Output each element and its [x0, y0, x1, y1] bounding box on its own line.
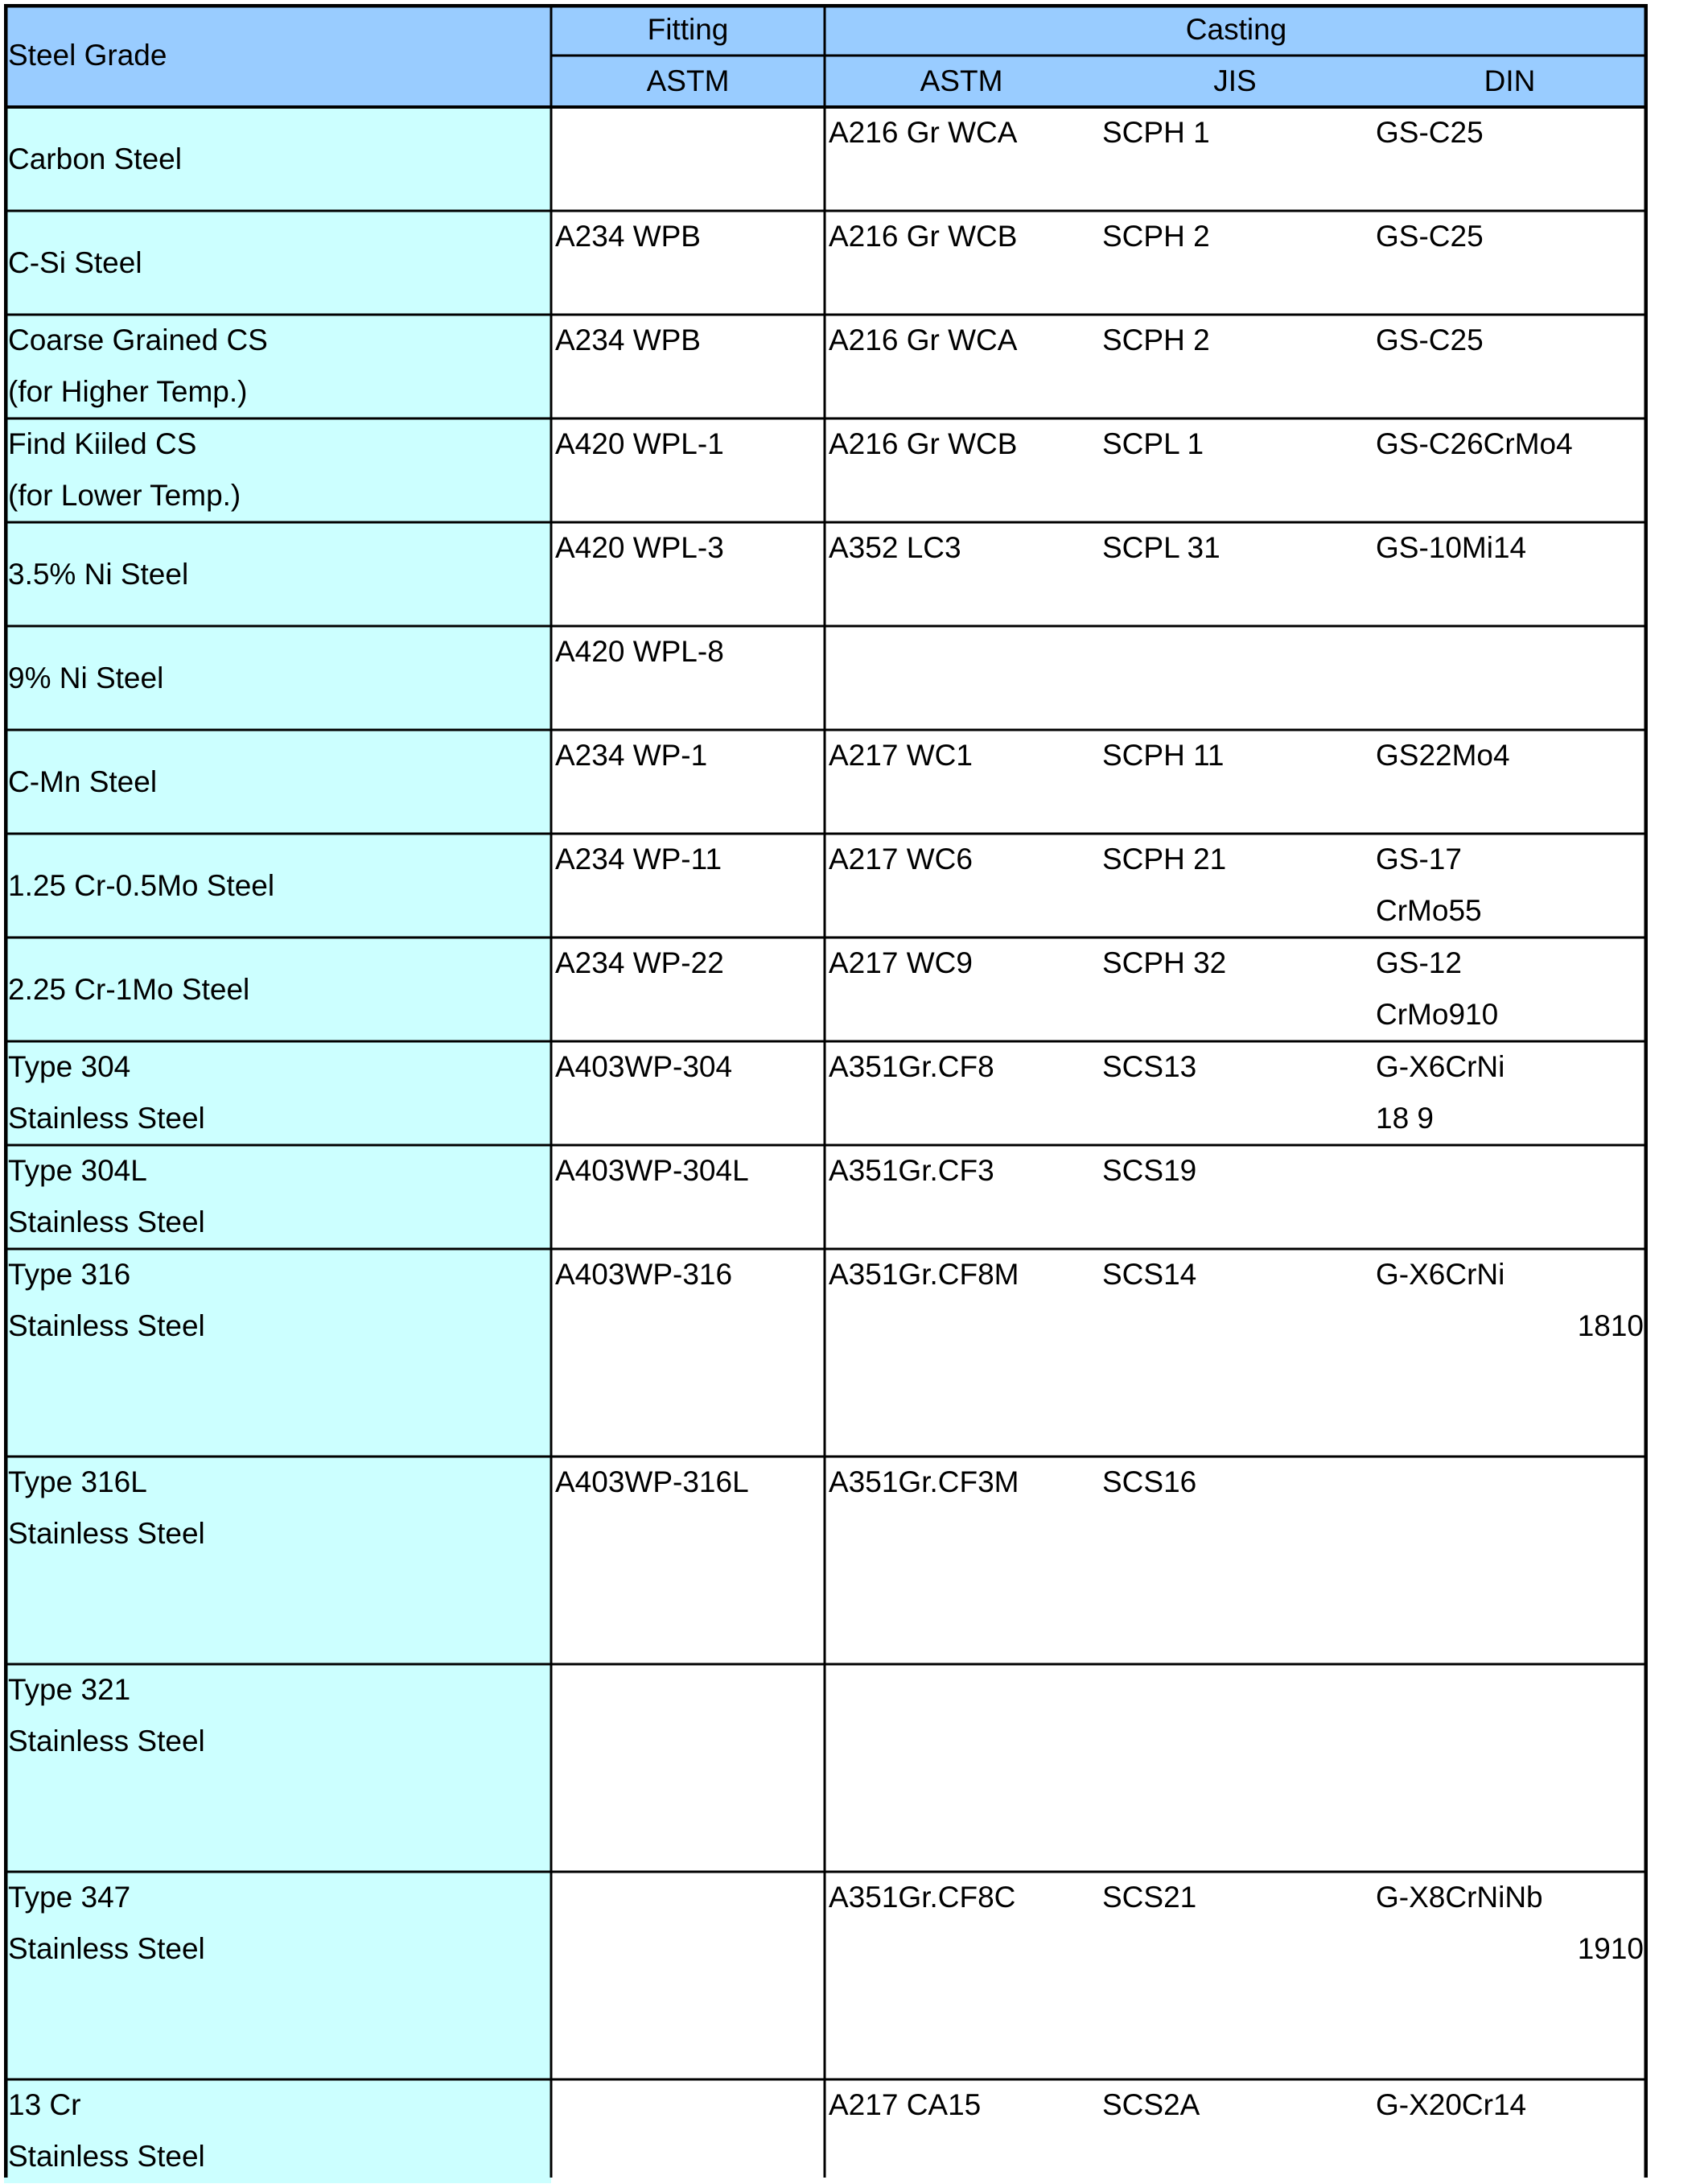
cell-din	[1372, 1145, 1648, 1249]
astm-text: A351Gr.CF3M	[829, 1465, 1019, 1498]
cell-astm	[825, 834, 1098, 937]
cell-din	[1372, 1664, 1648, 1872]
cell-fitting	[551, 730, 825, 834]
fitting-text: A234 WP-1	[555, 739, 708, 772]
cell-astm	[825, 522, 1098, 626]
cell-astm	[825, 1249, 1098, 1457]
fitting-text: A234 WPB	[555, 220, 701, 253]
din-text: CrMo910	[1376, 998, 1499, 1031]
grade-text: Type 347	[8, 1881, 131, 1914]
grade-text: 1.25 Cr-0.5Mo Steel	[8, 868, 275, 902]
grade-text: Stainless Steel	[8, 1102, 205, 1135]
cell-fitting	[551, 1664, 825, 1872]
cell-astm	[825, 2079, 1098, 2183]
grade-text: Stainless Steel	[8, 2140, 205, 2173]
cell-astm	[825, 626, 1098, 730]
cell-fitting	[551, 834, 825, 937]
cell-astm	[825, 730, 1098, 834]
cell-astm	[825, 1664, 1098, 1872]
cell-jis	[1098, 522, 1372, 626]
cell-astm	[825, 107, 1098, 211]
fitting-text: A403WP-304	[555, 1050, 733, 1083]
cell-astm	[825, 1041, 1098, 1145]
grade-text: (for Lower Temp.)	[8, 479, 241, 512]
cell-grade	[4, 1249, 551, 1457]
astm-text: A216 Gr WCB	[829, 427, 1018, 460]
cell-jis	[1098, 730, 1372, 834]
cell-jis	[1098, 834, 1372, 937]
cell-din	[1372, 315, 1648, 418]
cell-grade	[4, 1872, 551, 2079]
cell-astm	[825, 1457, 1098, 1664]
cell-fitting	[551, 937, 825, 1041]
grade-text: Type 321	[8, 1673, 131, 1706]
jis-text: SCPH 2	[1102, 220, 1210, 253]
cell-jis	[1098, 211, 1372, 315]
cell-din	[1372, 626, 1648, 730]
grade-text: Find Kiiled CS	[8, 427, 197, 460]
cell-fitting	[551, 211, 825, 315]
grade-text: Stainless Steel	[8, 1205, 205, 1238]
jis-text: SCS16	[1102, 1465, 1197, 1498]
cell-astm	[825, 1145, 1098, 1249]
header-fitting: Fitting	[551, 4, 825, 56]
header-casting-din: DIN	[1372, 56, 1648, 107]
fitting-text: A420 WPL-1	[555, 427, 724, 460]
jis-text: SCPL 31	[1102, 531, 1220, 564]
cell-jis	[1098, 1457, 1372, 1664]
cell-fitting	[551, 1872, 825, 2079]
cell-din	[1372, 1457, 1648, 1664]
jis-text: SCPH 1	[1102, 116, 1210, 149]
din-text: GS22Mo4	[1376, 739, 1510, 772]
din-text: GS-C25	[1376, 323, 1484, 356]
jis-text: SCS13	[1102, 1050, 1197, 1083]
astm-text: A217 WC1	[829, 739, 973, 772]
cell-astm	[825, 937, 1098, 1041]
grade-text: Type 316L	[8, 1465, 147, 1498]
astm-text: A352 LC3	[829, 531, 961, 564]
cell-jis	[1098, 2079, 1372, 2183]
cell-astm	[825, 418, 1098, 522]
cell-din	[1372, 937, 1648, 1041]
fitting-text: A420 WPL-8	[555, 635, 724, 668]
jis-text: SCPL 1	[1102, 427, 1204, 460]
header-steel-grade	[4, 4, 551, 107]
cell-din	[1372, 1041, 1648, 1145]
header-fitting-astm: ASTM	[551, 56, 825, 107]
fitting-text: A403WP-304L	[555, 1154, 749, 1187]
cell-fitting	[551, 522, 825, 626]
steel-grade-table	[4, 4, 1648, 2178]
grade-text: 13 Cr	[8, 2088, 81, 2121]
din-text: GS-12	[1376, 946, 1462, 979]
fitting-text: A234 WP-22	[555, 946, 724, 979]
jis-text: SCPH 11	[1102, 739, 1225, 772]
cell-fitting	[551, 418, 825, 522]
cell-jis	[1098, 937, 1372, 1041]
cell-jis	[1098, 626, 1372, 730]
grade-text: (for Higher Temp.)	[8, 375, 248, 408]
din-text: 1810	[1577, 1309, 1644, 1342]
grade-text: Stainless Steel	[8, 1517, 205, 1550]
din-text: 1910	[1577, 1932, 1644, 1965]
astm-text: A351Gr.CF3	[829, 1154, 994, 1187]
grade-text: Coarse Grained CS	[8, 323, 268, 356]
fitting-text: A403WP-316L	[555, 1465, 749, 1498]
cell-grade	[4, 834, 551, 937]
cell-din	[1372, 834, 1648, 937]
cell-grade	[4, 2079, 551, 2183]
grade-text: Type 304L	[8, 1154, 147, 1187]
astm-text: A216 Gr WCA	[829, 116, 1018, 149]
din-text: GS-17	[1376, 843, 1462, 876]
grade-text: 9% Ni Steel	[8, 661, 164, 694]
jis-text: SCS2A	[1102, 2088, 1200, 2121]
din-text: G-X8CrNiNb	[1376, 1881, 1543, 1914]
cell-din	[1372, 730, 1648, 834]
cell-jis	[1098, 418, 1372, 522]
cell-grade	[4, 730, 551, 834]
cell-grade	[4, 1041, 551, 1145]
din-text: GS-C25	[1376, 116, 1484, 149]
jis-text: SCPH 2	[1102, 323, 1210, 356]
header-casting: Casting	[825, 4, 1648, 56]
cell-din	[1372, 1872, 1648, 2079]
cell-fitting	[551, 626, 825, 730]
cell-fitting	[551, 107, 825, 211]
astm-text: A217 WC6	[829, 843, 973, 876]
din-text: G-X6CrNi	[1376, 1050, 1505, 1083]
cell-fitting	[551, 1249, 825, 1457]
table-grid	[4, 4, 1648, 2178]
astm-text: A216 Gr WCB	[829, 220, 1018, 253]
jis-text: SCPH 32	[1102, 946, 1227, 979]
astm-text: A351Gr.CF8	[829, 1050, 994, 1083]
cell-din	[1372, 211, 1648, 315]
header-casting-astm: ASTM	[825, 56, 1098, 107]
din-text: GS-C26CrMo4	[1376, 427, 1573, 460]
cell-jis	[1098, 1249, 1372, 1457]
cell-din	[1372, 107, 1648, 211]
astm-text: A217 CA15	[829, 2088, 982, 2121]
cell-grade	[4, 1664, 551, 1872]
din-text: GS-C25	[1376, 220, 1484, 253]
cell-grade	[4, 1145, 551, 1249]
cell-grade	[4, 522, 551, 626]
cell-din	[1372, 522, 1648, 626]
fitting-text: A234 WP-11	[555, 843, 722, 876]
cell-din	[1372, 1249, 1648, 1457]
astm-text: A351Gr.CF8M	[829, 1258, 1019, 1291]
astm-text: A216 Gr WCA	[829, 323, 1018, 356]
grade-text: 2.25 Cr-1Mo Steel	[8, 972, 250, 1006]
header-casting-jis: JIS	[1098, 56, 1372, 107]
cell-fitting	[551, 1457, 825, 1664]
grade-text: C-Mn Steel	[8, 764, 158, 798]
cell-jis	[1098, 107, 1372, 211]
cell-din	[1372, 2079, 1648, 2183]
cell-grade	[4, 937, 551, 1041]
jis-text: SCS21	[1102, 1881, 1197, 1914]
cell-fitting	[551, 1145, 825, 1249]
cell-jis	[1098, 1041, 1372, 1145]
jis-text: SCPH 21	[1102, 843, 1227, 876]
cell-astm	[825, 1872, 1098, 2079]
astm-text: A351Gr.CF8C	[829, 1881, 1016, 1914]
cell-grade	[4, 626, 551, 730]
cell-grade	[4, 1457, 551, 1664]
grade-text: 3.5% Ni Steel	[8, 557, 189, 591]
grade-text: C-Si Steel	[8, 245, 142, 279]
jis-text: SCS14	[1102, 1258, 1197, 1291]
cell-astm	[825, 315, 1098, 418]
jis-text: SCS19	[1102, 1154, 1197, 1187]
cell-jis	[1098, 1664, 1372, 1872]
grade-text: Carbon Steel	[8, 142, 182, 175]
cell-jis	[1098, 315, 1372, 418]
cell-grade	[4, 107, 551, 211]
cell-grade	[4, 418, 551, 522]
cell-jis	[1098, 1145, 1372, 1249]
din-text: G-X20Cr14	[1376, 2088, 1527, 2121]
cell-grade	[4, 211, 551, 315]
grade-text: Stainless Steel	[8, 1309, 205, 1342]
header-steel-grade-label: Steel Grade	[8, 39, 167, 72]
din-text: CrMo55	[1376, 894, 1482, 927]
din-text: GS-10Mi14	[1376, 531, 1527, 564]
fitting-text: A420 WPL-3	[555, 531, 724, 564]
cell-fitting	[551, 315, 825, 418]
cell-grade	[4, 315, 551, 418]
grade-text: Type 316	[8, 1258, 131, 1291]
grade-text: Stainless Steel	[8, 1725, 205, 1758]
astm-text: A217 WC9	[829, 946, 973, 979]
cell-fitting	[551, 1041, 825, 1145]
cell-jis	[1098, 1872, 1372, 2079]
cell-astm	[825, 211, 1098, 315]
din-text: G-X6CrNi	[1376, 1258, 1505, 1291]
grade-text: Type 304	[8, 1050, 131, 1083]
cell-fitting	[551, 2079, 825, 2183]
fitting-text: A403WP-316	[555, 1258, 733, 1291]
fitting-text: A234 WPB	[555, 323, 701, 356]
cell-din	[1372, 418, 1648, 522]
din-text: 18 9	[1376, 1102, 1435, 1135]
grade-text: Stainless Steel	[8, 1932, 205, 1965]
